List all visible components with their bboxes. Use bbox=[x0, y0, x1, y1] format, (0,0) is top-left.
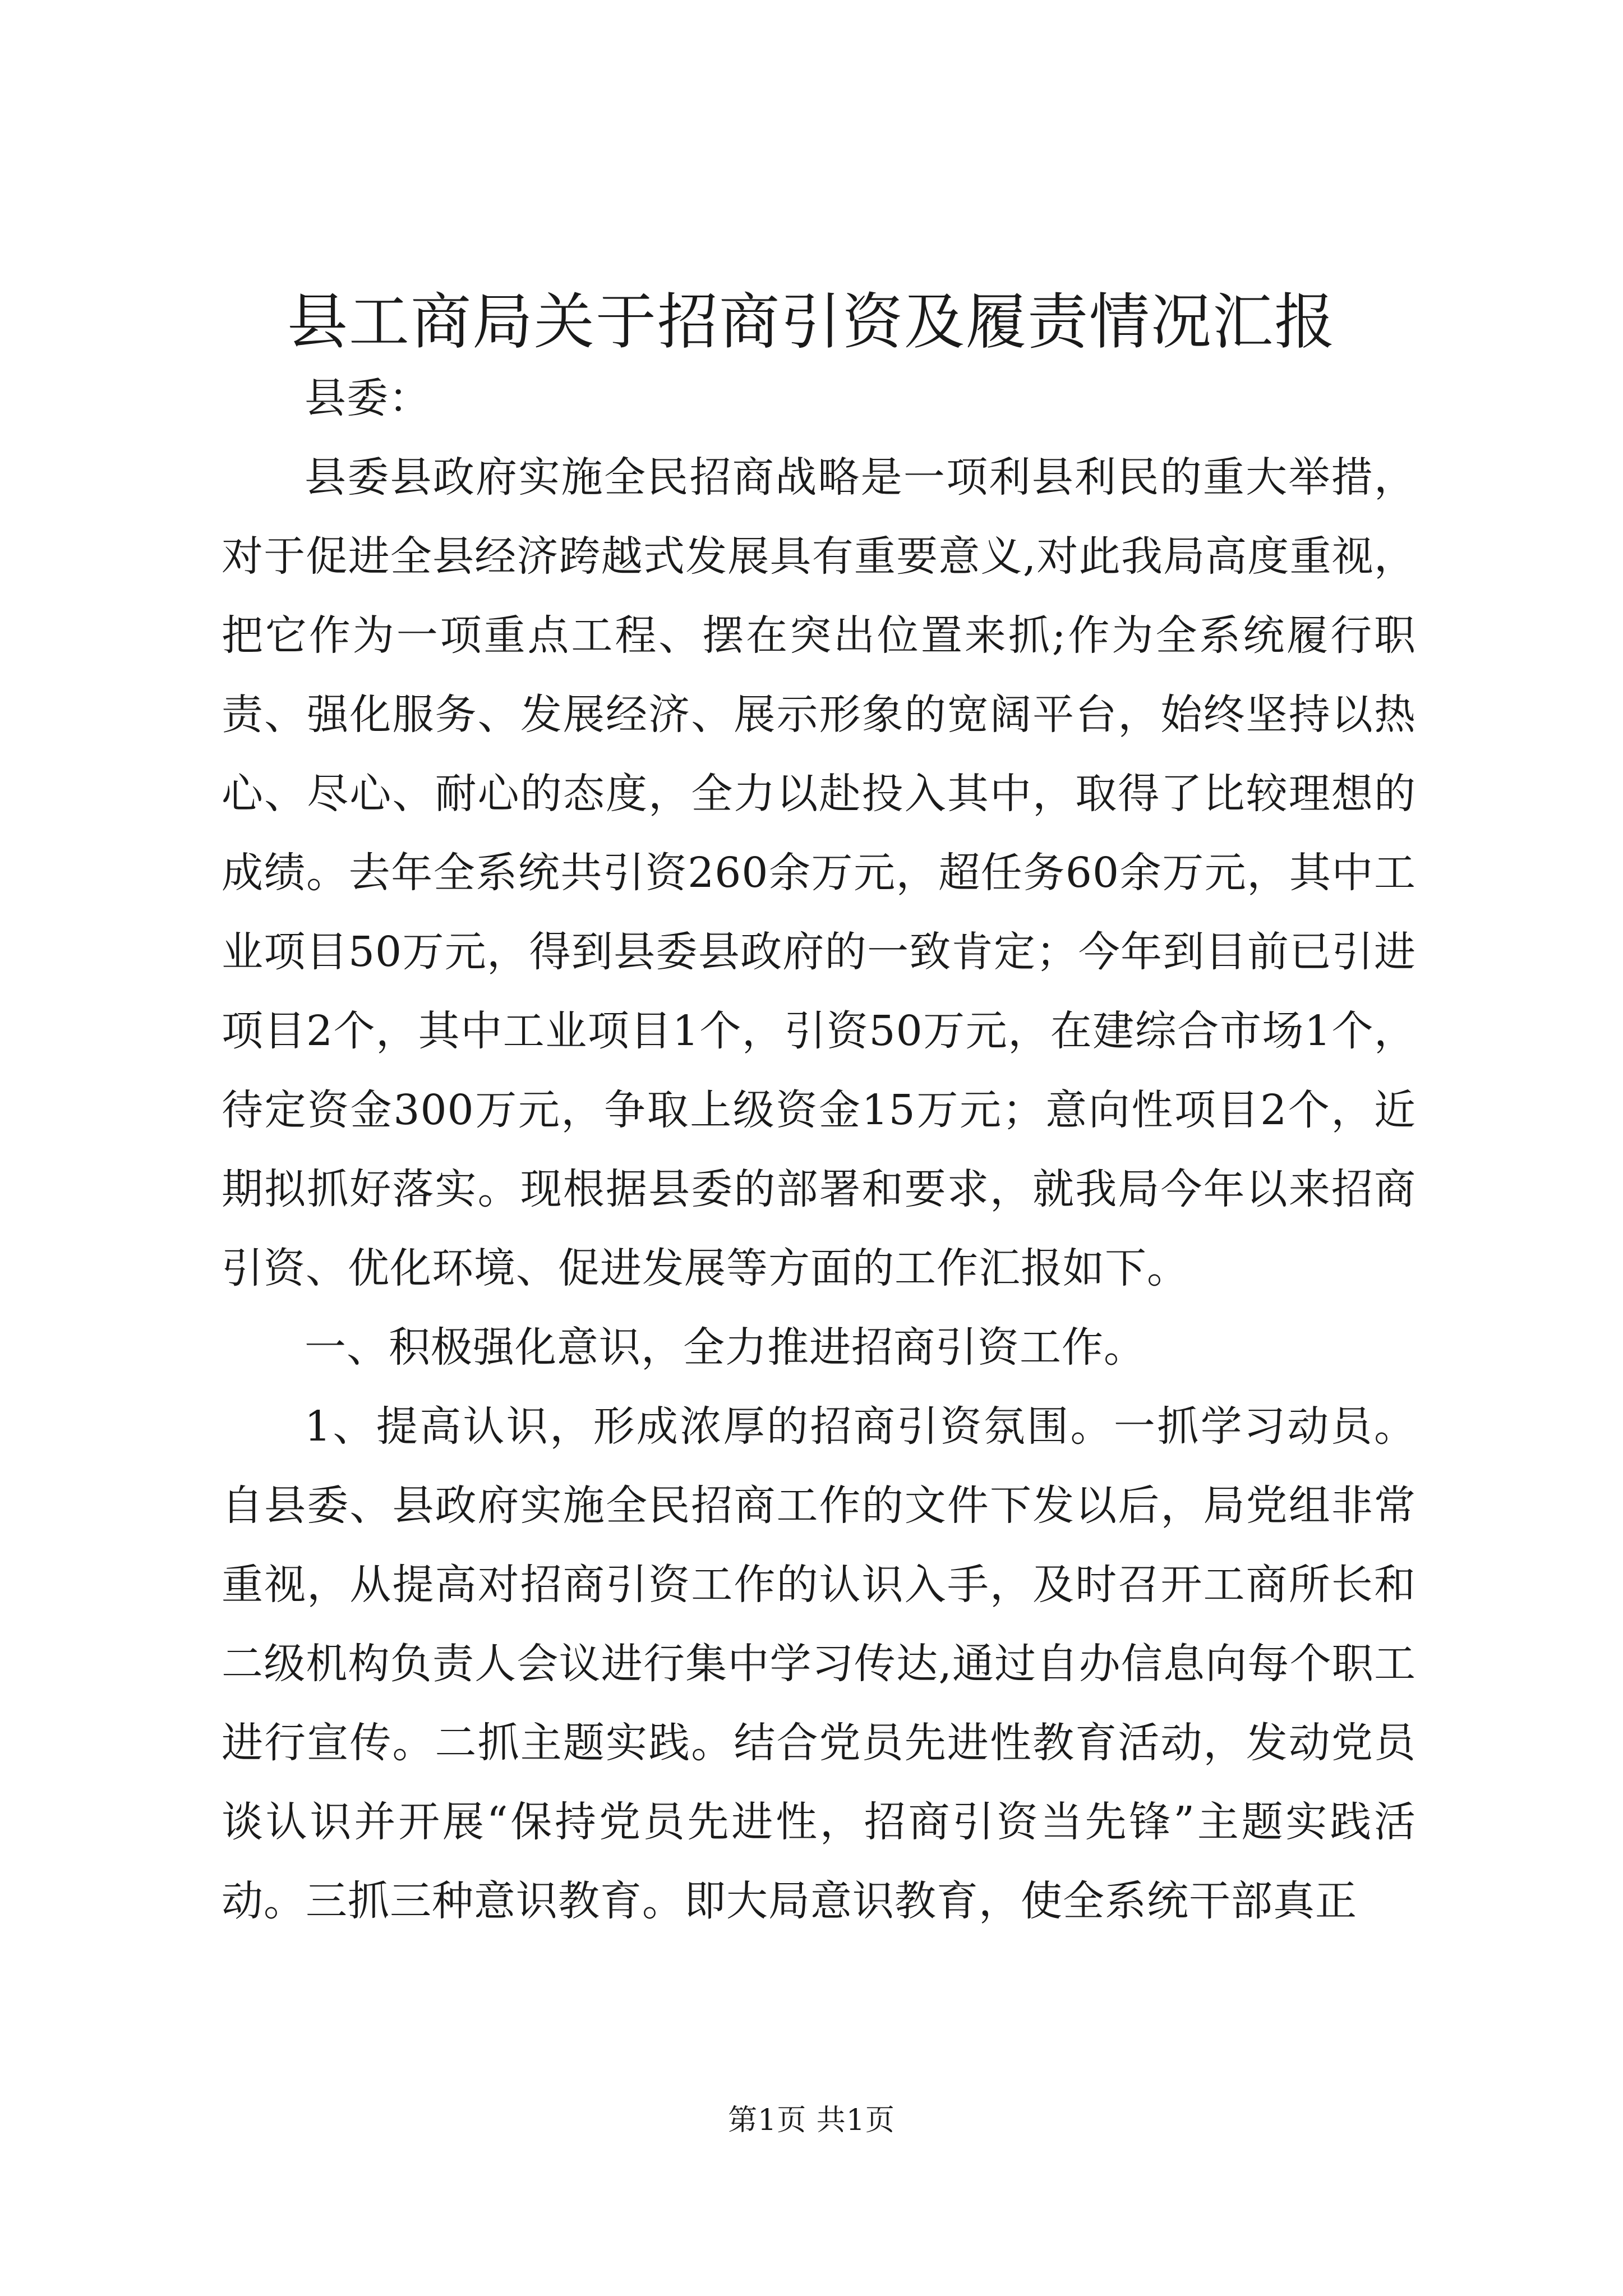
paragraph-1-1: 1、提高认识，形成浓厚的招商引资氛围。一抓学习动员。自县委、县政府实施全民招商工作的文件下发以后，局党组非常重视，从提高对招商引资工作的认识入手，及时召开工商所长和二级机构负责人会议进行集中学习传达,通过自办信息向每个职工进行宣传。二抓主题实践。结合党员先进性教育活动，发动党员谈认识并开展“保持党员先进性，招商引资当先锋”主题实践活动。三抓三种意识教育。即大局意识教育，使全系统干部真正 bbox=[222, 1402, 1416, 1925]
document-body bbox=[222, 359, 1416, 1941]
paragraph-intro: 县委县政府实施全民招商战略是一项利县利民的重大举措，对于促进全县经济跨越式发展具有重要意义,对此我局高度重视，把它作为一项重点工程、摆在突出位置来抓;作为全系统履行职责、强化服务、发展经济、展示形象的宽阔平台，始终坚持以热心、尽心、耐心的态度，全力以赴投入其中，取得了比较理想的成绩。去年全系统共引资260余万元，超任务60余万元，其中工业项目50万元，得到县委县政府的一致肯定；今年到目前已引进项目2个，其中工业项目1个，引资50万元，在建综合市场1个，待定资金300万元，争取上级资金15万元；意向性项目2个，近期拟抓好落实。现根据县委的部署和要求，就我局今年以来招商引资、优化环境、促进发展等方面的工作汇报如下。 bbox=[222, 453, 1416, 1292]
salutation: 县委： bbox=[305, 374, 431, 422]
page-footer: 第1页 共1页 bbox=[728, 2104, 895, 2137]
document-title: 县工商局关于招商引资及履责情况汇报 bbox=[287, 287, 1336, 357]
section-heading-1: 一、积极强化意识，全力推进招商引资工作。 bbox=[305, 1323, 1146, 1372]
